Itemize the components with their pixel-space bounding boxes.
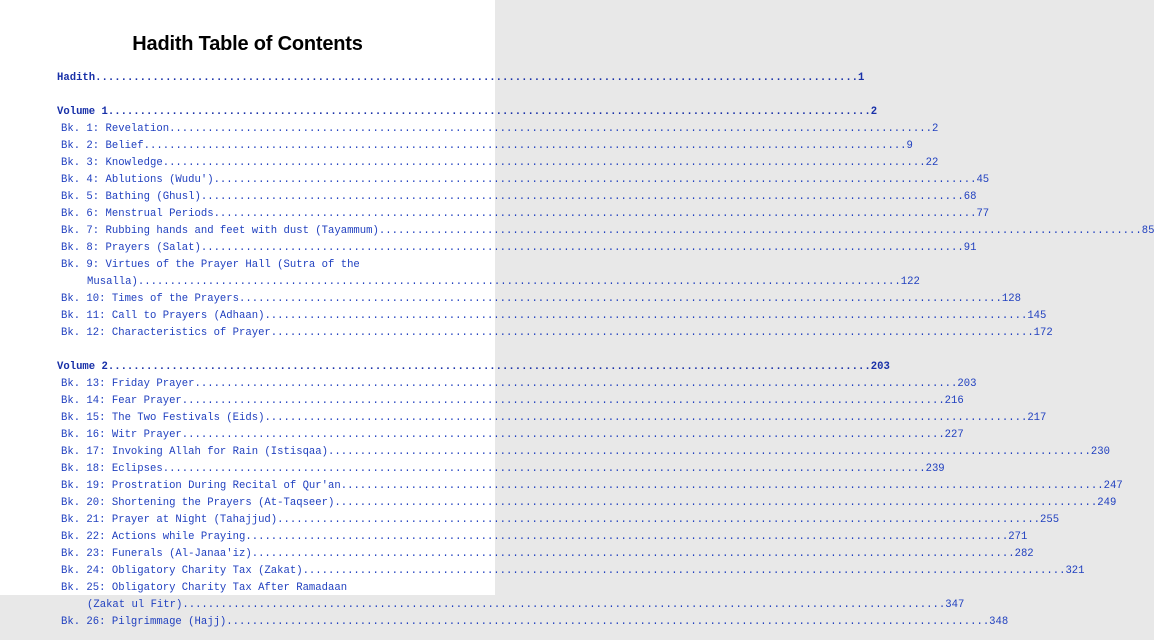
toc-page-number: 321: [1065, 565, 1085, 577]
toc-page-number: 22: [925, 157, 939, 169]
toc-entry[interactable]: [57, 138, 913, 155]
toc-entry-label: Bk. 21: Prayer at Night (Tahajjud): [61, 514, 278, 526]
toc-page-number: 91: [963, 242, 977, 254]
toc-section-entry[interactable]: [57, 70, 865, 87]
toc-entry[interactable]: [57, 563, 1085, 580]
toc-entry[interactable]: [57, 274, 920, 291]
section-gap: [57, 342, 446, 359]
toc-page-number: 145: [1027, 310, 1047, 322]
toc-entry-label: Musalla): [87, 276, 138, 288]
toc-entry-label: Bk. 5: Bathing (Ghusl): [61, 191, 201, 203]
dot-leader: ........................................................................................................................: [340, 480, 1104, 492]
toc-page-number: 203: [870, 361, 890, 373]
dot-leader: ........................................................................................................................: [328, 446, 1091, 458]
dot-leader: ........................................................................................................................: [137, 276, 901, 288]
page-title: Hadith Table of Contents: [132, 33, 363, 55]
toc-entry-label: Bk. 17: Invoking Allah for Rain (Istisqaa): [61, 446, 329, 458]
toc-page-number: 247: [1103, 480, 1123, 492]
dot-leader: ........................................................................................................................: [378, 225, 1142, 237]
toc-entry-label: Bk. 23: Funerals (Al-Janaa'iz): [61, 548, 252, 560]
toc-entry-label: Bk. 10: Times of the Prayers: [61, 293, 240, 305]
table-of-contents: [57, 70, 1154, 631]
dot-leader: ........................................................................................................................: [200, 191, 964, 203]
toc-page-number: 172: [1033, 327, 1053, 339]
dot-leader: ........................................................................................................................: [107, 106, 871, 118]
toc-entry[interactable]: [57, 206, 990, 223]
toc-entry-label: Bk. 13: Friday Prayer: [61, 378, 195, 390]
toc-page-number: 216: [944, 395, 964, 407]
toc-entry[interactable]: [57, 223, 1154, 240]
toc-page-number: 45: [976, 174, 990, 186]
toc-page-number: 122: [900, 276, 920, 288]
toc-page-number: 249: [1097, 497, 1117, 509]
toc-page-number: 2: [870, 106, 878, 118]
toc-entry[interactable]: [57, 580, 446, 597]
toc-entry[interactable]: [57, 393, 964, 410]
toc-page-number: 271: [1008, 531, 1028, 543]
toc-entry[interactable]: [57, 444, 1110, 461]
toc-page-number: 239: [925, 463, 945, 475]
toc-entry-label: Bk. 22: Actions while Praying: [61, 531, 246, 543]
toc-entry-label: (Zakat ul Fitr): [87, 599, 183, 611]
toc-page-number: 255: [1040, 514, 1060, 526]
toc-entry[interactable]: [57, 189, 977, 206]
toc-entry-label: Bk. 11: Call to Prayers (Adhaan): [61, 310, 265, 322]
toc-page-number: 230: [1090, 446, 1110, 458]
toc-entry[interactable]: [57, 325, 1053, 342]
toc-entry[interactable]: [57, 410, 1047, 427]
toc-section-entry[interactable]: [57, 359, 890, 376]
toc-entry-label: Bk. 7: Rubbing hands and feet with dust (Tayammum): [61, 225, 379, 237]
toc-page-number: 347: [945, 599, 965, 611]
toc-entry[interactable]: [57, 512, 1060, 529]
toc-entry[interactable]: [57, 121, 939, 138]
toc-entry[interactable]: [57, 461, 945, 478]
dot-leader: ........................................................................................................................: [239, 293, 1002, 305]
dot-leader: ........................................................................................................................: [182, 599, 946, 611]
toc-entry-label: Bk. 24: Obligatory Charity Tax (Zakat): [61, 565, 303, 577]
toc-entry-label: Volume 1: [57, 106, 108, 118]
toc-page-number: 217: [1027, 412, 1047, 424]
dot-leader: ........................................................................................................................: [162, 463, 926, 475]
dot-leader: ........................................................................................................................: [181, 429, 945, 441]
toc-page-number: 2: [931, 123, 939, 135]
toc-entry[interactable]: [57, 427, 964, 444]
toc-page-number: 77: [976, 208, 990, 220]
toc-section-entry[interactable]: [57, 104, 878, 121]
toc-entry-label: Bk. 6: Menstrual Periods: [61, 208, 214, 220]
dot-leader: ........................................................................................................................: [95, 72, 859, 84]
toc-entry-label: Bk. 19: Prostration During Recital of Qur'an: [61, 480, 341, 492]
dot-leader: ........................................................................................................................: [226, 616, 990, 628]
toc-entry-label: Hadith: [57, 72, 96, 84]
dot-leader: ........................................................................................................................: [302, 565, 1066, 577]
toc-entry[interactable]: [57, 155, 939, 172]
dot-leader: ........................................................................................................................: [270, 327, 1034, 339]
toc-page-number: 348: [989, 616, 1009, 628]
toc-entry-label: Bk. 1: Revelation: [61, 123, 170, 135]
toc-entry-label: Bk. 12: Characteristics of Prayer: [61, 327, 271, 339]
dot-leader: ........................................................................................................................: [143, 140, 907, 152]
dot-leader: ........................................................................................................................: [181, 395, 945, 407]
dot-leader: ........................................................................................................................: [251, 548, 1015, 560]
toc-page-number: 282: [1014, 548, 1034, 560]
dot-leader: ........................................................................................................................: [264, 412, 1028, 424]
toc-entry[interactable]: [57, 478, 1123, 495]
toc-page-number: 227: [944, 429, 964, 441]
toc-entry-label: Bk. 16: Witr Prayer: [61, 429, 182, 441]
toc-entry[interactable]: [57, 376, 977, 393]
dot-leader: ........................................................................................................................: [277, 514, 1041, 526]
toc-entry[interactable]: [57, 614, 1009, 631]
toc-entry[interactable]: [57, 495, 1117, 512]
toc-entry-label: Bk. 18: Eclipses: [61, 463, 163, 475]
toc-entry-label: Bk. 3: Knowledge: [61, 157, 163, 169]
toc-entry-label: Bk. 8: Prayers (Salat): [61, 242, 201, 254]
toc-entry-label: Bk. 15: The Two Festivals (Eids): [61, 412, 265, 424]
toc-entry[interactable]: [57, 529, 1028, 546]
dot-leader: ........................................................................................................................: [245, 531, 1009, 543]
dot-leader: ........................................................................................................................: [213, 208, 977, 220]
dot-leader: ........................................................................................................................: [194, 378, 958, 390]
toc-entry-label: Bk. 26: Pilgrimmage (Hajj): [61, 616, 227, 628]
toc-entry-label: Bk. 2: Belief: [61, 140, 144, 152]
toc-entry-label: Bk. 14: Fear Prayer: [61, 395, 182, 407]
toc-page-number: 1: [858, 72, 865, 84]
toc-entry-label: Bk. 25: Obligatory Charity Tax After Ramadaan: [61, 582, 348, 594]
dot-leader: ........................................................................................................................: [334, 497, 1098, 509]
toc-page-number: 85: [1141, 225, 1154, 237]
dot-leader: ........................................................................................................................: [200, 242, 964, 254]
toc-page-number: 128: [1001, 293, 1021, 305]
toc-entry[interactable]: [57, 597, 965, 614]
dot-leader: ........................................................................................................................: [169, 123, 932, 135]
toc-entry[interactable]: [57, 240, 977, 257]
toc-entry[interactable]: [57, 546, 1034, 563]
toc-entry[interactable]: [57, 172, 990, 189]
dot-leader: ........................................................................................................................: [264, 310, 1028, 322]
toc-page-number: 203: [957, 378, 977, 390]
toc-entry-label: Bk. 4: Ablutions (Wudu'): [61, 174, 214, 186]
toc-page-number: 68: [963, 191, 977, 203]
toc-entry[interactable]: [57, 308, 1047, 325]
toc-entry-label: Volume 2: [57, 361, 108, 373]
dot-leader: ........................................................................................................................: [107, 361, 871, 373]
toc-entry-label: Bk. 9: Virtues of the Prayer Hall (Sutra of the: [61, 259, 360, 271]
section-gap: [57, 87, 446, 104]
dot-leader: ........................................................................................................................: [213, 174, 977, 186]
toc-entry[interactable]: [57, 257, 446, 274]
dot-leader: ........................................................................................................................: [162, 157, 926, 169]
toc-entry-label: Bk. 20: Shortening the Prayers (At-Taqseer): [61, 497, 335, 509]
toc-page-number: 9: [906, 140, 913, 152]
toc-entry[interactable]: [57, 291, 1021, 308]
